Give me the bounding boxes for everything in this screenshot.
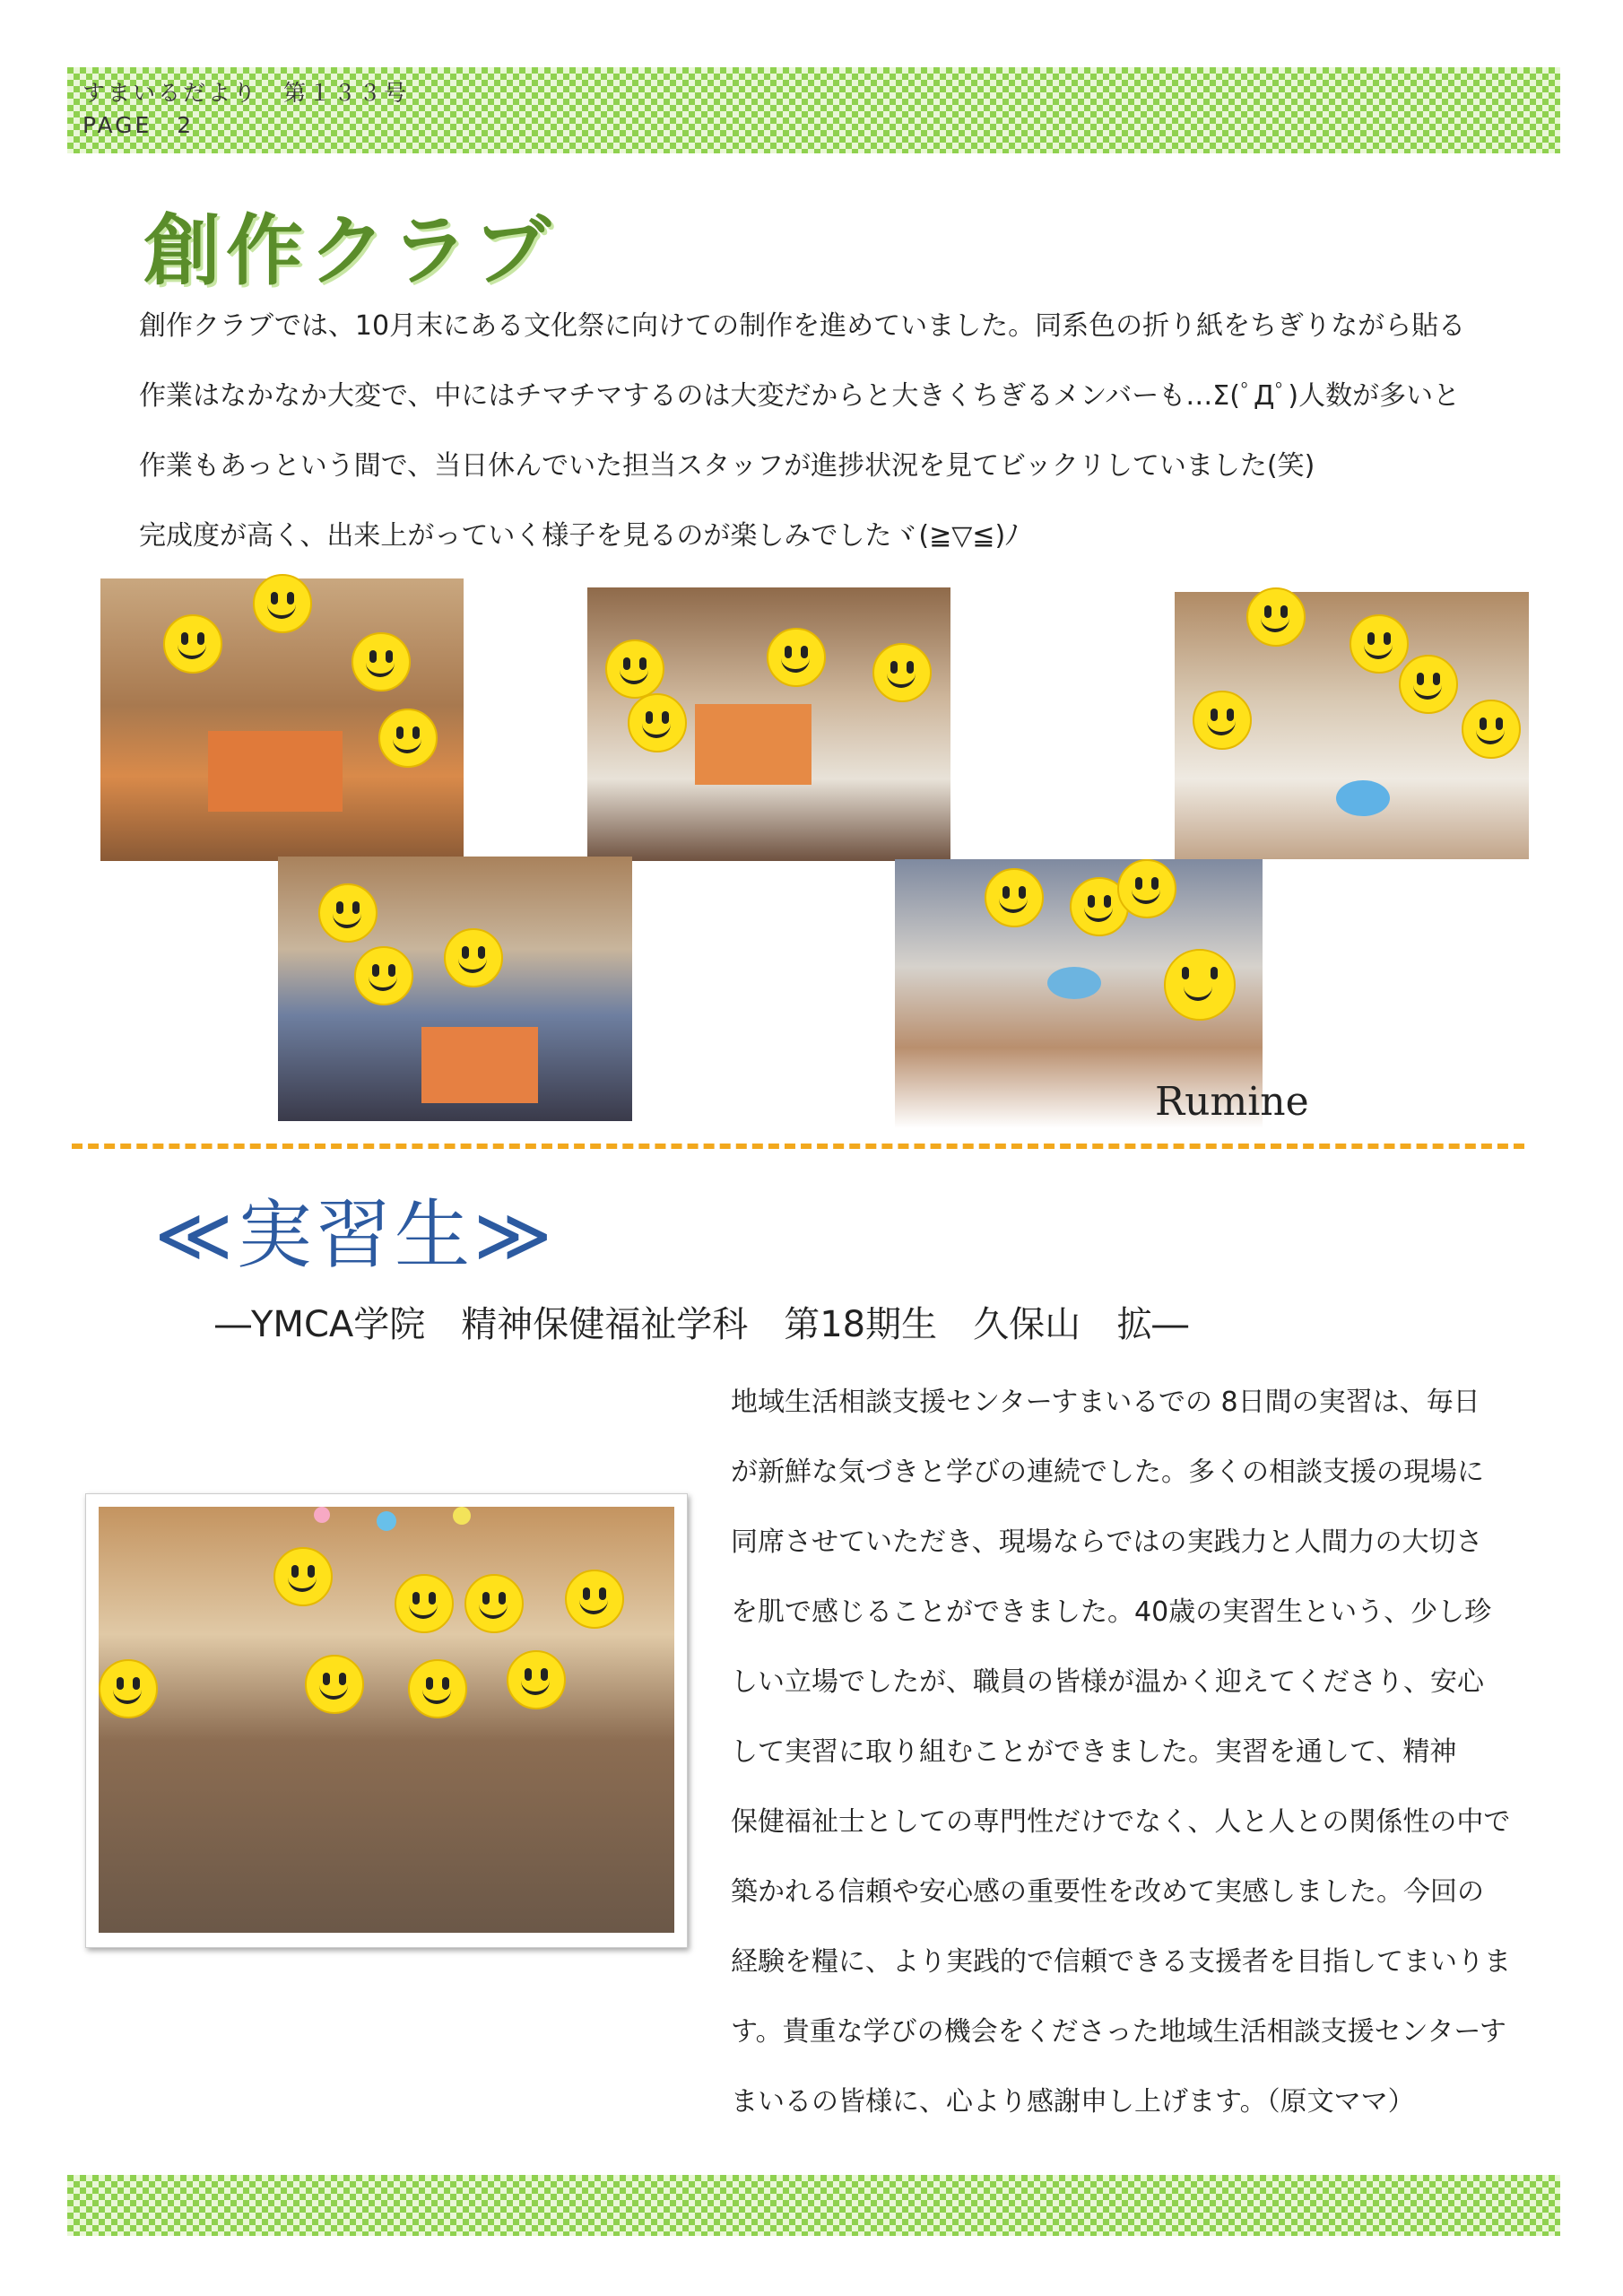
intern-line: 経験を糧に、より実践的で信頼できる支援者を目指してまいりま (731, 1946, 1511, 1978)
smiley-icon (253, 574, 312, 633)
intern-line: す。貴重な学びの機会をくださった地域生活相談支援センターす (731, 2016, 1506, 2048)
sosaku-line-4: 完成度が高く、出来上がっていく様子を見るのが楽しみでしたヾ(≧▽≦)ﾉ (139, 520, 1020, 552)
smiley-icon (767, 628, 826, 687)
sosaku-club-title: 創作クラブ (143, 206, 556, 296)
smiley-icon (1193, 691, 1252, 750)
intern-line: 築かれる信頼や安心感の重要性を改めて実感しました。今回の (731, 1876, 1484, 1908)
shirt-text: Rumine (1155, 1079, 1309, 1125)
sosaku-line-2: 作業はなかなか大変で、中にはチマチマするのは大変だからと大きくちぎるメンバーも…Σ(ﾟДﾟ)人数が多いと (139, 380, 1461, 412)
smiley-icon (352, 632, 411, 691)
sosaku-line-3: 作業もあっという間で、当日休んでいた担当スタッフが進捗状況を見てビックリしていました(笑) (139, 450, 1315, 482)
smiley-icon (1350, 614, 1409, 674)
smiley-icon (1399, 655, 1458, 714)
smiley-icon (305, 1655, 364, 1714)
club-photo-3 (1175, 592, 1529, 859)
smiley-icon (444, 928, 503, 987)
smiley-icon (395, 1574, 454, 1633)
intern-line: 同席させていただき、現場ならではの実践力と人間力の大切さ (731, 1526, 1483, 1558)
smiley-icon (605, 639, 664, 699)
page-number: PAGE 2 (82, 112, 195, 138)
club-photo-1 (100, 578, 464, 861)
smiley-icon (1117, 859, 1176, 918)
smiley-icon (565, 1570, 624, 1629)
smiley-icon (507, 1650, 566, 1709)
smiley-icon (464, 1574, 524, 1633)
intern-subtitle: ―YMCA学院 精神保健福祉学科 第18期生 久保山 拡― (215, 1304, 1189, 1345)
footer-pattern-band (67, 2175, 1560, 2236)
club-photo-5 (895, 859, 1309, 1128)
intern-line: まいるの皆様に、心より感謝申し上げます。（原文ママ） (731, 2086, 1415, 2118)
smiley-icon (318, 883, 378, 943)
group-photo-image (99, 1507, 674, 1933)
smiley-icon (273, 1547, 333, 1606)
club-photo-2 (587, 587, 950, 861)
smiley-icon (354, 946, 413, 1005)
smiley-icon (628, 693, 687, 752)
smiley-icon (408, 1659, 467, 1718)
club-photo-4 (278, 857, 632, 1121)
intern-line: 保健福祉士としての専門性だけでなく、人と人との関係性の中で (731, 1806, 1511, 1838)
smiley-icon (1246, 587, 1306, 647)
intern-message (731, 1368, 1520, 2137)
smiley-icon (872, 643, 932, 702)
intern-group-photo (85, 1493, 688, 1948)
smiley-icon (99, 1659, 158, 1718)
section-divider (72, 1144, 1524, 1149)
smiley-icon (378, 709, 438, 768)
intern-title: ≪実習生≫ (154, 1191, 556, 1279)
newsletter-issue: すまいるだより 第１３３号 (82, 80, 410, 106)
intern-line: して実習に取り組むことができました。実習を通して、精神 (731, 1736, 1457, 1768)
smiley-icon (1462, 700, 1521, 759)
intern-line: を肌で感じることができました。40歳の実習生という、少し珍 (731, 1596, 1492, 1628)
smiley-icon (1164, 949, 1236, 1021)
smiley-icon (163, 614, 222, 674)
intern-line: が新鮮な気づきと学びの連続でした。多くの相談支援の現場に (731, 1457, 1484, 1488)
sosaku-line-1: 創作クラブでは、10月末にある文化祭に向けての制作を進めていました。同系色の折り紙をちぎりながら貼る (139, 310, 1466, 342)
smiley-icon (985, 868, 1044, 927)
intern-line: しい立場でしたが、職員の皆様が温かく迎えてくださり、安心 (731, 1666, 1484, 1698)
intern-line: 地域生活相談支援センターすまいるでの 8日間の実習は、毎日 (731, 1387, 1480, 1418)
